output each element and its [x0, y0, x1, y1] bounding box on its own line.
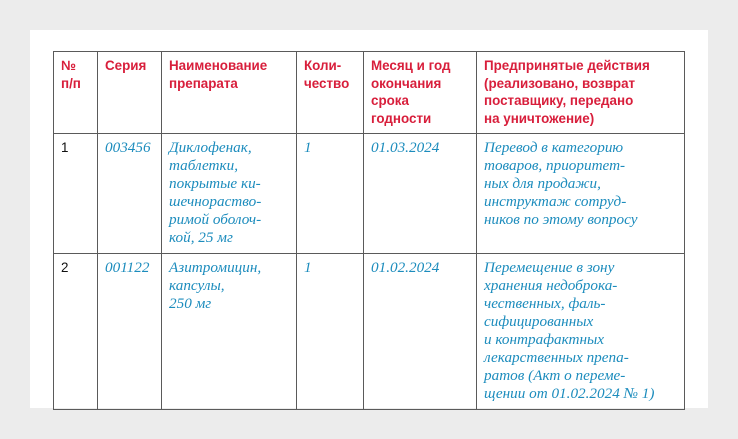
cell-number: 1 [54, 134, 98, 254]
cell-number: 2 [54, 254, 98, 410]
table-header-row [54, 52, 685, 134]
cell-series: 001122 [98, 254, 162, 410]
cell-quantity: 1 [297, 134, 364, 254]
header-expiry: Месяц и год окончания срока годности [364, 52, 477, 134]
cell-expiry: 01.02.2024 [364, 254, 477, 410]
cell-action: Перемещение в зону хранения недоброка- чественных, фаль- сифицированных и контрафактных лекарственных препа- ратов (Акт о переме- щении от 01.02.2024 № 1) [477, 254, 685, 410]
header-name: Наименование препарата [162, 52, 297, 134]
header-series: Серия [98, 52, 162, 134]
table-row [54, 134, 685, 254]
header-action: Предпринятые действия (реализовано, возврат поставщику, передано на уничтожение) [477, 52, 685, 134]
cell-action: Перевод в категорию товаров, приоритет- ных для продажи, инструктаж сотруд- ников по этому вопросу [477, 134, 685, 254]
header-quantity: Коли- чество [297, 52, 364, 134]
table-row [54, 254, 685, 410]
cell-series: 003456 [98, 134, 162, 254]
document-page [30, 30, 708, 408]
drug-actions-table [53, 51, 685, 410]
header-number: № п/п [54, 52, 98, 134]
cell-expiry: 01.03.2024 [364, 134, 477, 254]
cell-name: Диклофенак, таблетки, покрытые ки- шечнораство- римой оболоч- кой, 25 мг [162, 134, 297, 254]
cell-name: Азитромицин, капсулы, 250 мг [162, 254, 297, 410]
cell-quantity: 1 [297, 254, 364, 410]
